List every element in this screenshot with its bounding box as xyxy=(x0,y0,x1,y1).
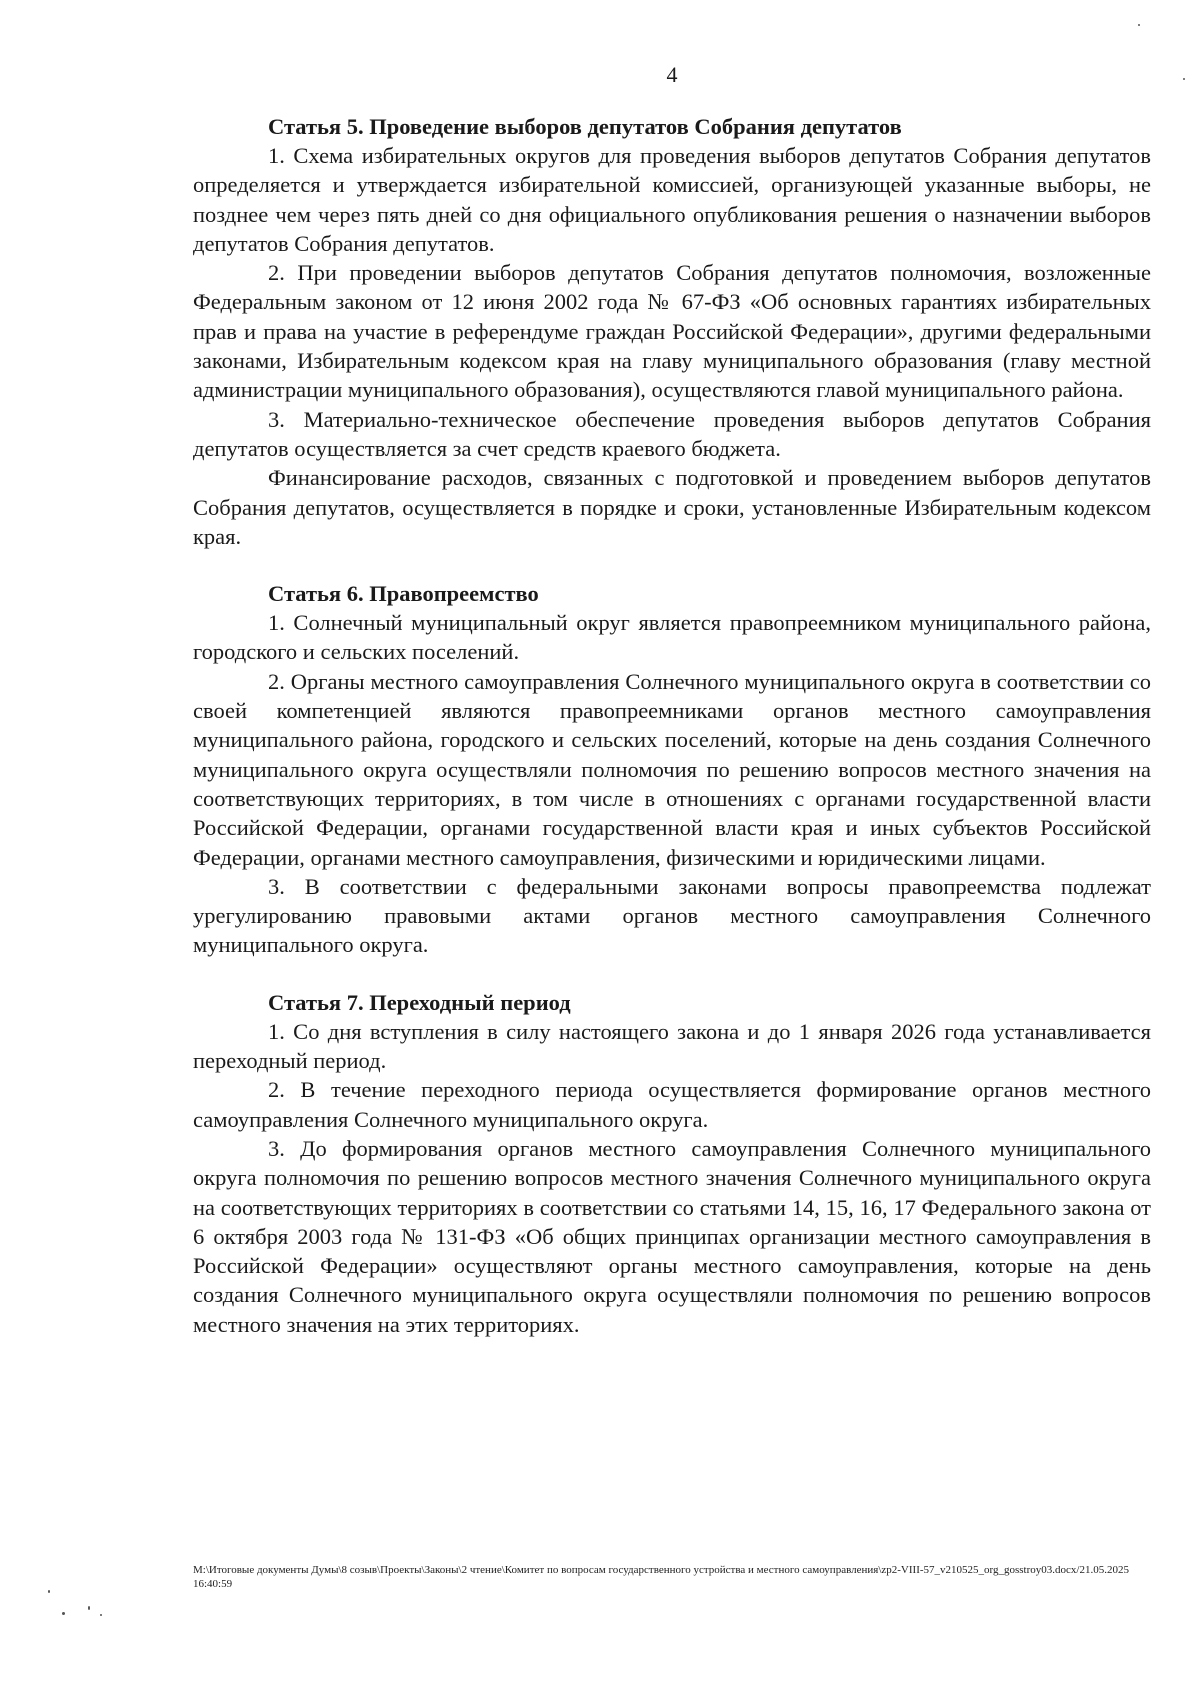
article-5-paragraph-4: Финансирование расходов, связанных с подготовкой и проведением выборов депутатов Собрания депутатов, осуществляется в порядке и сроки, установленные Избирательным кодексом края. xyxy=(193,465,1151,549)
article-5-paragraph-3: 3. Материально-техническое обеспечение проведения выборов депутатов Собрания депутатов осуществляется за счет средств краевого бюджета. xyxy=(193,406,1151,461)
article-7-title: Статья 7. Переходный период xyxy=(268,989,571,1015)
scan-speck xyxy=(62,1612,65,1615)
scan-speck xyxy=(100,1614,102,1616)
file-path-footer: M:\Итоговые документы Думы\8 созыв\Проекты\Законы\2 чтение\Комитет по вопросам государственного устройства и местного самоуправления\zp2-VIII-57_v210525_org_gosstroy03.docx/21.05.2025 16:40:59 xyxy=(193,1564,1129,1590)
scan-speck xyxy=(88,1606,90,1610)
article-6-paragraph-1: 1. Солнечный муниципальный округ является правопреемником муниципального района, городского и сельских поселений. xyxy=(193,610,1151,665)
article-6-title: Статья 6. Правопреемство xyxy=(268,581,539,607)
scan-speck xyxy=(48,1590,50,1593)
article-6-paragraph-2: 2. Органы местного самоуправления Солнечного муниципального округа в соответствии со своей компетенцией являются правопреемниками органов местного самоуправления муниципального района, городского и сельских поселений, которые на день создания Солнечного муниципального округа осуществляли полномочия по решению вопросов местного значения на соответствующих территориях, в том числе в отношениях с органами государственной власти Российской Федерации, органами государственной власти края и иных субъектов Российской Федерации, органами местного самоуправления, физическими и юридическими лицами. xyxy=(193,668,1151,870)
article-6-paragraph-3: 3. В соответствии с федеральными законами вопросы правопреемства подлежат урегулированию правовыми актами органов местного самоуправления Солнечного муниципального округа. xyxy=(193,873,1151,958)
article-5-title: Статья 5. Проведение выборов депутатов Собрания депутатов xyxy=(268,114,902,139)
scan-speck xyxy=(1138,24,1140,26)
article-7-paragraph-2: 2. В течение переходного периода осуществляется формирование органов местного самоуправления Солнечного муниципального округа. xyxy=(193,1077,1151,1132)
article-7-paragraph-1: 1. Со дня вступления в силу настоящего закона и до 1 января 2026 года устанавливается переходный период. xyxy=(193,1018,1151,1074)
article-5-paragraph-1: 1. Схема избирательных округов для проведения выборов депутатов Собрания депутатов определяется и утверждается избирательной комиссией, организующей указанные выборы, не позднее чем через пять дней со дня официального опубликования решения о назначении выборов депутатов Собрания депутатов. xyxy=(193,143,1151,256)
scan-speck xyxy=(1183,78,1185,80)
article-5 xyxy=(193,112,1151,551)
article-7 xyxy=(193,988,1151,1339)
page-number: 4 xyxy=(666,62,678,87)
article-5-paragraph-2: 2. При проведении выборов депутатов Собрания депутатов полномочия, возложенные Федеральным законом от 12 июня 2002 года № 67-ФЗ «Об основных гарантиях избирательных прав и права на участие в референдуме граждан Российской Федерации», другими федеральными законами, Избирательным кодексом края на главу муниципального образования (главу местной администрации муниципального образования), осуществляются главой муниципального района. xyxy=(193,260,1151,403)
article-6 xyxy=(193,579,1151,960)
document-body xyxy=(193,112,1151,1339)
article-7-paragraph-3: 3. До формирования органов местного самоуправления Солнечного муниципального округа полномочия по решению вопросов местного значения Солнечного муниципального округа на соответствующих территориях в соответствии со статьями 14, 15, 16, 17 Федерального закона от 6 октября 2003 года № 131-ФЗ «Об общих принципах организации местного самоуправления в Российской Федерации» осуществляют органы местного самоуправления, которые на день создания Солнечного муниципального округа осуществляли полномочия по решению вопросов местного значения на этих территориях. xyxy=(193,1135,1151,1337)
